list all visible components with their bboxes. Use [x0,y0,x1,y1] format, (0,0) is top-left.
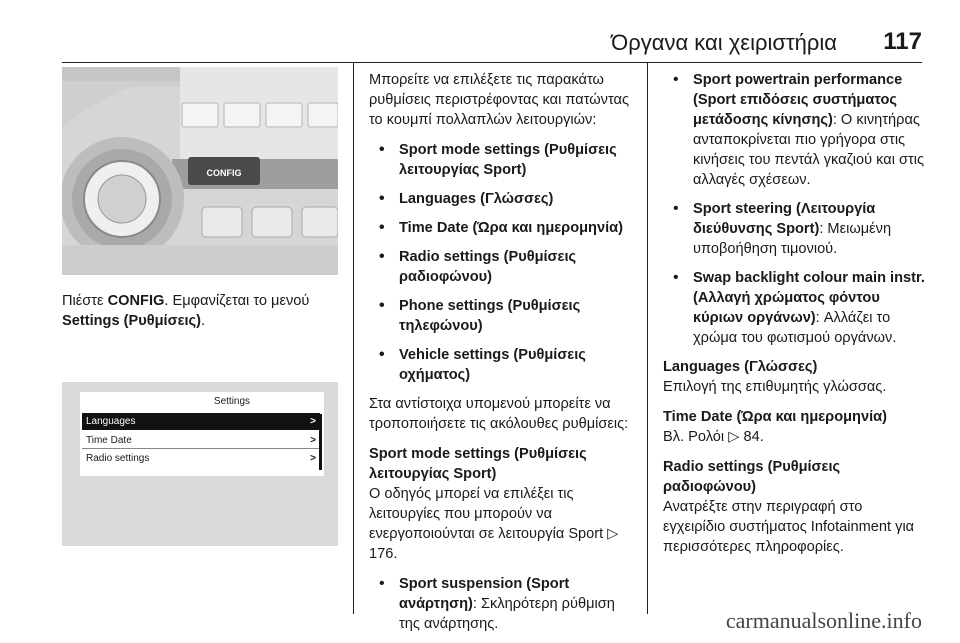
screen-scrollbar [319,414,322,470]
list-item: • Sport suspension (Sport ανάρτηση): Σκληρότερη ρύθμιση της ανάρτησης. [369,574,637,634]
timedate-heading: Time Date (Ώρα και ημερομηνία) [663,409,887,425]
screen-title: Settings [213,396,251,407]
screen-item-timedate: Time Date > [82,432,320,449]
reference-arrow-icon: ▷ [728,429,740,445]
header-rule [62,62,922,63]
column-divider-1 [353,62,354,614]
list-item: • Sport powertrain performance (Sport επιδόσεις συστήματος μετάδοσης κίνησης): Ο κινητήρας ανταποκρίνεται πιο γρήγορα στις κινήσεις του πεντάλ γκαζιού και στις αλλαγές σχέσεων. [663,70,927,190]
list-item: • Time Date (Ώρα και ημερομηνία) [369,218,637,238]
column-divider-2 [647,62,648,614]
list-item: • Sport mode settings (Ρυθμίσεις λειτουργίας Sport) [369,140,637,180]
languages-text: Επιλογή της επιθυμητής γλώσσας. [663,379,887,395]
settings-menu-list [369,140,637,385]
list-item: • Phone settings (Ρυθμίσεις τηλεφώνου) [369,296,637,336]
list-item: • Sport steering (Λειτουργία διεύθυνσης Sport): Μειωμένη υποβοήθηση τιμονιού. [663,199,927,259]
list-item: • Radio settings (Ρυθμίσεις ραδιοφώνου) [369,247,637,287]
timedate-text: Βλ. Ρολόι ▷ 84. [663,429,764,445]
column-2 [369,70,637,643]
radio-heading: Radio settings (Ρυθμίσεις ραδιοφώνου) [663,459,841,495]
sport-heading: Sport mode settings (Ρυθμίσεις λειτουργίας Sport) [369,446,587,482]
config-button-label: CONFIG [206,168,242,178]
submenu-intro: Στα αντίστοιχα υπομενού μπορείτε να τροποποιήσετε τις ακόλουθες ρυθμίσεις: [369,396,629,432]
list-item: • Languages (Γλώσσες) [369,189,637,209]
header-title: Όργανα και χειριστήρια [611,30,837,55]
intro-text: Μπορείτε να επιλέξετε τις παρακάτω ρυθμίσεις περιστρέφοντας και πατώντας το κουμπί πολλαπλών λειτουργιών: [369,72,629,128]
settings-screen-illustration [62,382,338,546]
screen-item-radio: Radio settings > [86,453,316,464]
list-item: • Swap backlight colour main instr. (Αλλαγή χρώματος φόντου κύριων οργάνων): Αλλάζει το χρώμα του φωτισμού οργάνων. [663,268,927,348]
radio-text: Ανατρέξτε στην περιγραφή στο εγχειρίδιο συστήματος Infotainment για περισσότερες πληροφορίες. [663,499,915,555]
reference-arrow-icon: ▷ [607,526,619,542]
console-photo [62,67,338,275]
config-caption: Πιέστε CONFIG. Εμφανίζεται το μενού Settings (Ρυθμίσεις). [62,293,310,329]
languages-heading: Languages (Γλώσσες) [663,359,818,375]
list-item: • Vehicle settings (Ρυθμίσεις οχήματος) [369,345,637,385]
column-3 [663,70,927,567]
footer-watermark: carmanualsonline.info [725,608,922,633]
screen-item-languages: Languages > [82,413,320,430]
sport-text: Ο οδηγός μπορεί να επιλέξει τις λειτουργίες που μπορούν να ενεργοποιούνται σε λειτουργία Sport ▷ 176. [369,486,619,562]
page-number: 117 [883,28,922,55]
